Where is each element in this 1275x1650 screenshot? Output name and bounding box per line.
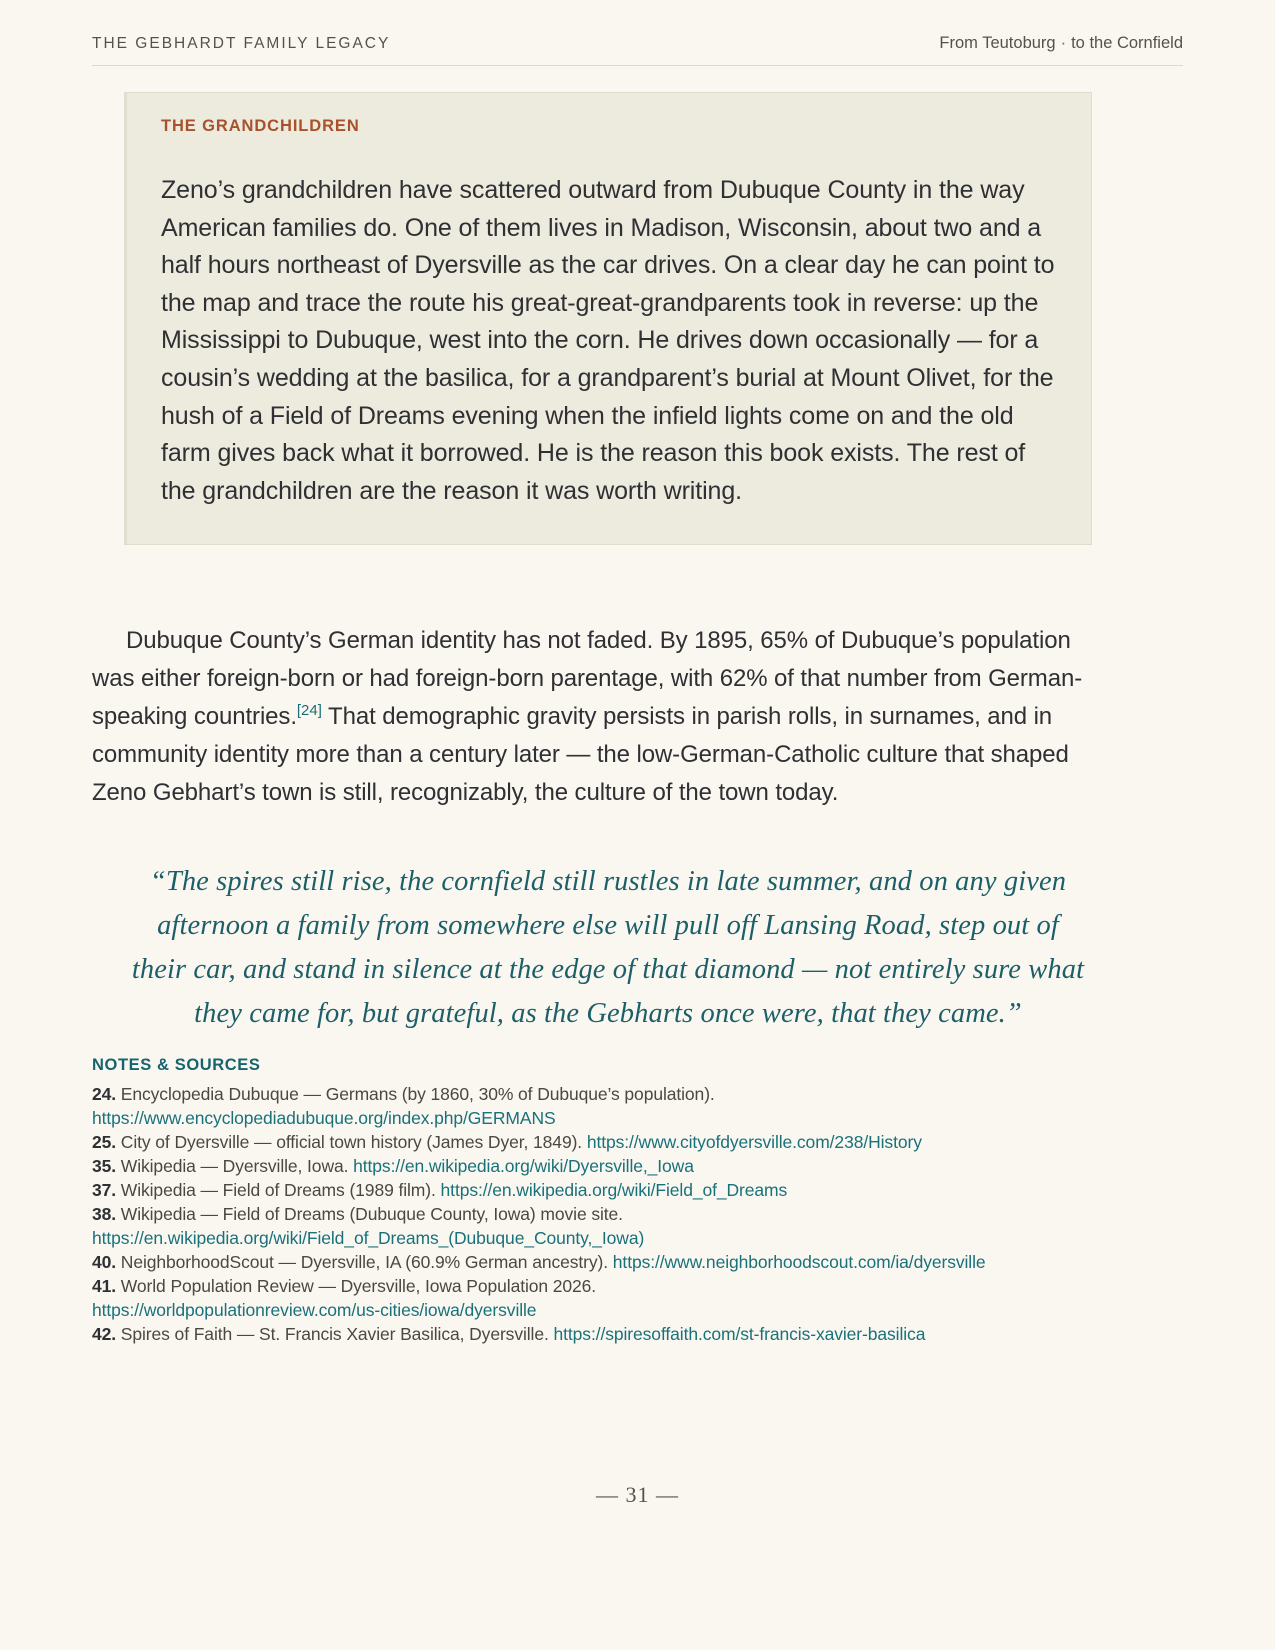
- note-url-link[interactable]: https://www.cityofdyersville.com/238/History: [586, 1132, 922, 1152]
- running-header: [92, 34, 1183, 66]
- note-text: Wikipedia — Field of Dreams (Dubuque County, Iowa) movie site.: [116, 1204, 623, 1224]
- page-number-folio: — 31 —: [596, 1482, 679, 1507]
- notes-section-title: NOTES & SOURCES: [92, 1056, 261, 1074]
- callout-box-grandchildren: [124, 92, 1092, 545]
- body-paragraph: [92, 622, 1092, 812]
- note-text: Spires of Faith — St. Francis Xavier Basilica, Dyersville.: [116, 1324, 554, 1344]
- note-url-link[interactable]: https://spiresoffaith.com/st-francis-xavier-basilica: [553, 1324, 926, 1344]
- note-url-link[interactable]: https://www.neighborhoodscout.com/ia/dyersville: [612, 1252, 986, 1272]
- notes-list: [92, 1082, 1102, 1346]
- callout-body-text: Zeno’s grandchildren have scattered outward from Dubuque County in the way American families do. One of them lives in Madison, Wisconsin, about two and a half hours northeast of Dyersville as the car drives. On a clear day he can point to the map and trace the route his great-great-grandparents took in reverse: up the Mississippi to Dubuque, west into the corn. He drives down occasionally — for a cousin’s wedding at the basilica, for a grandparent’s burial at Mount Olivet, for the hush of a Field of Dreams evening when the infield lights come on and the old farm gives back what it borrowed. He is the reason this book exists. The rest of the grandchildren are the reason it was worth writing.: [161, 176, 1055, 505]
- callout-title: THE GRANDCHILDREN: [161, 117, 360, 135]
- note-url-link[interactable]: https://en.wikipedia.org/wiki/Dyersville,_Iowa: [353, 1156, 694, 1176]
- note-entry: [92, 1082, 1102, 1130]
- citation-marker-24[interactable]: [24]: [296, 702, 322, 719]
- note-entry: [92, 1322, 1102, 1346]
- note-entry: [92, 1154, 1102, 1178]
- note-number: 38.: [92, 1204, 117, 1224]
- header-section-title: [939, 34, 1183, 53]
- body-paragraph-part-1: Dubuque County’s German identity has not faded. By 1895, 65% of Dubuque’s population was either foreign-born or had foreign-born parentage, with 62% of that number from German-speaking countries.: [92, 627, 1083, 730]
- note-entry: [92, 1178, 1102, 1202]
- note-text: World Population Review — Dyersville, Iowa Population 2026.: [116, 1276, 597, 1296]
- note-entry: [92, 1250, 1102, 1274]
- note-number: 41.: [92, 1276, 117, 1296]
- note-entry: [92, 1202, 1102, 1250]
- header-section-title-main: From Teutoburg: [939, 34, 1056, 52]
- note-number: 25.: [92, 1132, 117, 1152]
- header-book-title: THE GEBHARDT FAMILY LEGACY: [92, 35, 391, 52]
- note-number: 35.: [92, 1156, 117, 1176]
- note-url-link[interactable]: https://www.encyclopediadubuque.org/index.php/GERMANS: [92, 1108, 556, 1128]
- body-paragraph-part-2: That demographic gravity persists in parish rolls, in surnames, and in community identity more than a century later — the low-German-Catholic culture that shaped Zeno Gebhart’s town is still, recognizably, the culture of the town today.: [92, 703, 1069, 806]
- note-text: Encyclopedia Dubuque — Germans (by 1860, 30% of Dubuque’s population).: [116, 1084, 715, 1104]
- note-entry: [92, 1130, 1102, 1154]
- note-number: 24.: [92, 1084, 117, 1104]
- note-text: City of Dyersville — official town history (James Dyer, 1849).: [116, 1132, 587, 1152]
- note-number: 37.: [92, 1180, 117, 1200]
- note-url-link[interactable]: https://en.wikipedia.org/wiki/Field_of_Dreams_(Dubuque_County,_Iowa): [92, 1228, 645, 1248]
- header-separator-dot: ·: [1060, 34, 1067, 52]
- note-number: 42.: [92, 1324, 117, 1344]
- note-url-link[interactable]: https://worldpopulationreview.com/us-cities/iowa/dyersville: [92, 1300, 537, 1320]
- note-text: Wikipedia — Field of Dreams (1989 film).: [116, 1180, 441, 1200]
- pull-quote: “The spires still rise, the cornfield still rustles in late summer, and on any given afternoon a family from somewhere else will pull off Lansing Road, step out of their car, and stand in silence at the edge of that diamond — not entirely sure what they came for, but grateful, as the Gebharts once were, that they came.”: [131, 866, 1085, 1029]
- notes-and-sources-section: [92, 1056, 1102, 1346]
- note-entry: [92, 1274, 1102, 1322]
- note-number: 40.: [92, 1252, 117, 1272]
- header-section-title-sub: to the Cornfield: [1071, 34, 1183, 52]
- note-text: NeighborhoodScout — Dyersville, IA (60.9% German ancestry).: [116, 1252, 613, 1272]
- note-text: Wikipedia — Dyersville, Iowa.: [116, 1156, 354, 1176]
- note-url-link[interactable]: https://en.wikipedia.org/wiki/Field_of_Dreams: [440, 1180, 788, 1200]
